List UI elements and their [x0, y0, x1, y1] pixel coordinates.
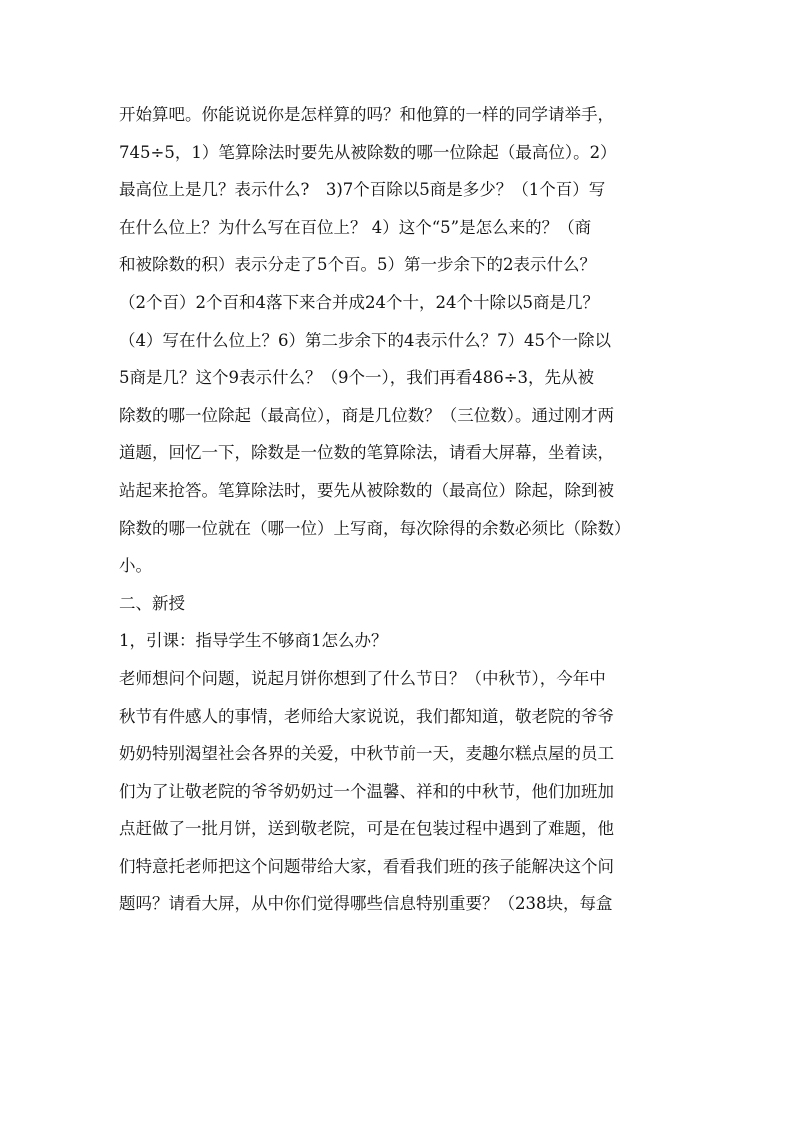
text-line: 们特意托老师把这个问题带给大家，看看我们班的孩子能解决这个问: [119, 856, 614, 876]
text-line: 在什么位上？为什么写在百位上？ 4）这个“5”是怎么来的？（商: [119, 217, 592, 237]
text-line: 最高位上是几？表示什么? 3)7个百除以5商是多少？（1个百）写: [119, 180, 606, 200]
text-line: 题吗？请看大屏，从中你们觉得哪些信息特别重要？（238块，每盒: [119, 894, 613, 914]
text-line: 除数的哪一位就在（哪一位）上写商，每次除得的余数必须比（除数）: [119, 518, 631, 538]
text-line: 5商是几？这个9表示什么？（9个一），我们再看486÷3，先从被: [119, 368, 595, 388]
text-line: 除数的哪一位除起（最高位），商是几位数？（三位数）。通过刚才两: [119, 405, 614, 425]
text-line: 小。: [119, 556, 152, 576]
text-line: （4）写在什么位上？6）第二步余下的4表示什么？7）45个一除以: [119, 330, 611, 350]
text-line: 1，引课：指导学生不够商1怎么办？: [119, 631, 388, 651]
text-line: 开始算吧。你能说说你是怎样算的吗？和他算的一样的同学请举手，: [119, 105, 614, 124]
text-line: 和被除数的积）表示分走了5个百。5）第一步余下的2表示什么？: [119, 255, 596, 275]
text-line: 奶奶特别渴望社会各界的关爱，中秋节前一天，麦趣尔糕点屋的员工: [119, 744, 614, 764]
text-line: 点赶做了一批月饼，送到敬老院，可是在包装过程中遇到了难题，他: [119, 819, 614, 839]
text-line: （2个百）2个百和4落下来合并成24个十，24个十除以5商是几？: [119, 292, 599, 312]
document-body: [119, 96, 689, 923]
section-heading: 二、新授: [119, 593, 185, 613]
text-line: 秋节有件感人的事情，老师给大家说说，我们都知道，敬老院的爷爷: [119, 706, 614, 726]
text-line: 们为了让敬老院的爷爷奶奶过一个温馨、祥和的中秋节，他们加班加: [119, 781, 614, 801]
text-line: 老师想问个问题，说起月饼你想到了什么节日？（中秋节），今年中: [119, 668, 606, 688]
text-line: 745÷5，1）笔算除法时要先从被除数的哪一位除起（最高位）。2）: [119, 142, 617, 162]
text-line: 道题，回忆一下，除数是一位数的笔算除法，请看大屏幕，坐着读，: [119, 443, 614, 463]
text-line: 站起来抢答。笔算除法时，要先从被除数的（最高位）除起，除到被: [119, 480, 614, 500]
